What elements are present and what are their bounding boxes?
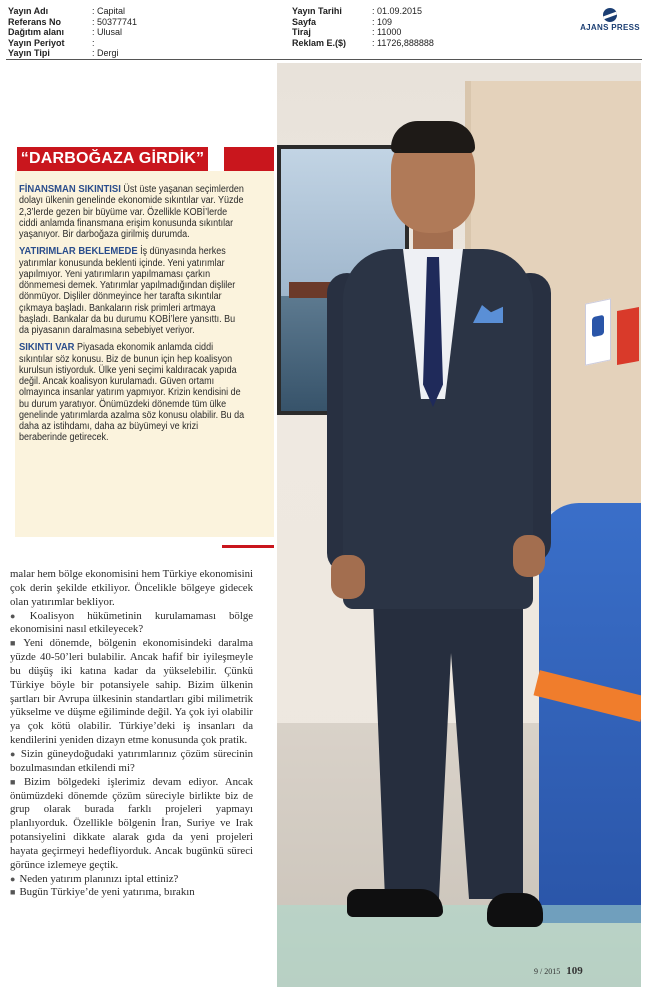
meta-label: Sayfa (292, 16, 317, 27)
portrait-photo (277, 63, 641, 987)
sidebar-paragraph (19, 246, 247, 336)
body-paragraph: malar hem bölge ekonomisini hem Türkiye ekonomisini çok derin şekilde etkiliyor. Öncelikle bölgeye gidecek olan yatırımlar bekliyor. (10, 568, 253, 608)
meta-value: : 50377741 (92, 16, 138, 27)
interview-question: ● Sizin güneydoğudaki yatırımlarınız çözüm sürecinin bozulmasından etkilendi mi? (10, 748, 253, 776)
meta-value: : Ulusal (92, 27, 123, 38)
meta-label: Yayın Tipi (8, 48, 50, 59)
sidebar-title: “DARBOĞAZA GİRDİK” (17, 147, 208, 171)
meta-label: Yayın Adı (8, 6, 49, 16)
article-body (10, 568, 253, 900)
sidebar-text (19, 184, 247, 450)
sidebar-paragraph (19, 342, 247, 443)
sidebar-accent-line (222, 545, 274, 548)
logo-text: AJANS PRESS (580, 23, 640, 32)
page-number: 109 (566, 965, 583, 977)
meta-value: : Dergi (92, 48, 119, 59)
meta-label: Yayın Tarihi (292, 6, 342, 16)
meta-row (8, 27, 137, 38)
meta-row (8, 38, 137, 49)
paragraph-text: İş dünyasında herkes yatırımlar konusunda beklenti içinde. Yeni yatırımlar yapılmıyor. Yeni yatırımların yapılmaması çarkın dönmemesi demek. Yatırımlar yapılmadığından dişliler dönmüyor. Dişliler dönmeyince her tarafta sıkıntılar çıkmaya başladı. Bankaların risk primleri artmaya başladı. Bankalar da bu durumu KOBİ’lere yansıttı. Bu da piyasanın daralmasına sebebiyet veriyor. (19, 246, 236, 336)
interview-question: ● Koalisyon hükümetinin kurulamaması bölge ekonomisini nasıl etkileyecek? (10, 610, 253, 638)
title-accent-bar (224, 147, 274, 171)
interview-answer: ■ Bizim bölgedeki işlerimiz devam ediyor. Ancak önümüzdeki dönemde çözüm süreciyle birlikte biz de grup olarak burada farklı projeleri yapmayı planlıyorduk. Özellikle bölgenin İran, Suriye ve Irak potansiyelini dikkate alarak gıda da yeni projeleri hayata geçirmeyi hedefliyorduk. Ancak bugünkü süreci görünce izlemeye geçtik. (10, 776, 253, 873)
meta-value: : (92, 37, 95, 48)
meta-row (292, 27, 434, 38)
paragraph-text: Piyasada ekonomik anlamda ciddi sıkıntılar söz konusu. Biz de bunun için hep koalisyon kurulsun istiyorduk. Ülke yeni seçimi kaldıracak yapıda değil. Ancak koalisyon kurulamadı. Güven ortamı olmayınca insanlar yatırım yapmıyor. Krizin kendisini de bu durum yaratıyor. Önümüzdeki dönemde tüm ülke genelinde yatırımlarda azalma söz konusu olabilir. Bu da daha az istihdamı, daha az büyümeyi ve krizi beraberinde getirecek. (19, 342, 245, 444)
meta-label: Referans No (8, 16, 62, 27)
meta-label: Tiraj (292, 27, 311, 38)
hair (391, 121, 475, 153)
left-shoe (347, 889, 443, 917)
meta-row (8, 6, 137, 17)
interview-question: ● Neden yatırım planınızı iptal ettiniz? (10, 873, 253, 887)
paragraph-lead: SIKINTI VAR (19, 341, 75, 354)
meta-row (292, 6, 434, 17)
interview-answer: ■ Bugün Türkiye’de yeni yatırıma, bırakın (10, 886, 253, 900)
issue-date: 9 / 2015 (534, 967, 561, 976)
meta-value: : 11726,888888 (372, 37, 434, 48)
meta-label: Dağıtım alanı (8, 27, 65, 38)
right-shoe (487, 893, 543, 927)
trousers (373, 599, 523, 899)
sidebar-paragraph (19, 184, 247, 240)
meta-label: Reklam E.($) (292, 37, 347, 48)
page-footer (534, 961, 583, 979)
meta-row (8, 17, 137, 28)
globe-icon (603, 8, 617, 22)
paragraph-lead: YATIRIMLAR BEKLEMEDE (19, 245, 138, 258)
paragraph-lead: FİNANSMAN SIKINTISI (19, 183, 121, 195)
businessman-figure (277, 63, 641, 987)
meta-row (292, 17, 434, 28)
meta-value: : 109 (372, 16, 393, 27)
ajans-press-logo (578, 8, 642, 32)
meta-row (292, 38, 434, 49)
paragraph-text: Üst üste yaşanan seçimlerden dolayı ülkenin genelinde ekonomide sıkıntılar var. Yüzde 2,3’lerde gezen bir büyüme var. Özellikle KOBİ’lerde ciddi anlamda finansmana erişim konusunda sıkıntılar yaşanıyor. Bir darboğaza girilmiş durumda. (19, 184, 244, 240)
metadata-left (8, 6, 137, 59)
left-hand (331, 555, 365, 599)
interview-answer: ■ Yeni dönemde, bölgenin ekonomisindeki daralma yüzde 40-50’leri bulabilir. Ancak hafif bir iyileşmeyle bu düşüş iki katına kadar da yükselebilir. Çünkü Türkiye böyle bir potansiyele sahip. Bizim ülkenin şartları bir Avrupa ülkesinin standartları gibi milimetrik yükselme ve düşme eğiliminde değil. Ya çok iyi olabilir ya çok kötü olabilir. Türkiye’deki iş insanları da kendilerini yeniden dizayn etme konusunda çok pratik. (10, 637, 253, 748)
meta-value: : 11000 (372, 27, 402, 38)
meta-value: : 01.09.2015 (372, 6, 423, 16)
right-hand (513, 535, 545, 577)
header-divider (6, 59, 642, 60)
meta-row (8, 48, 137, 59)
meta-label: Yayın Periyot (8, 37, 65, 48)
meta-value: : Capital (92, 6, 126, 16)
metadata-right (292, 6, 434, 48)
